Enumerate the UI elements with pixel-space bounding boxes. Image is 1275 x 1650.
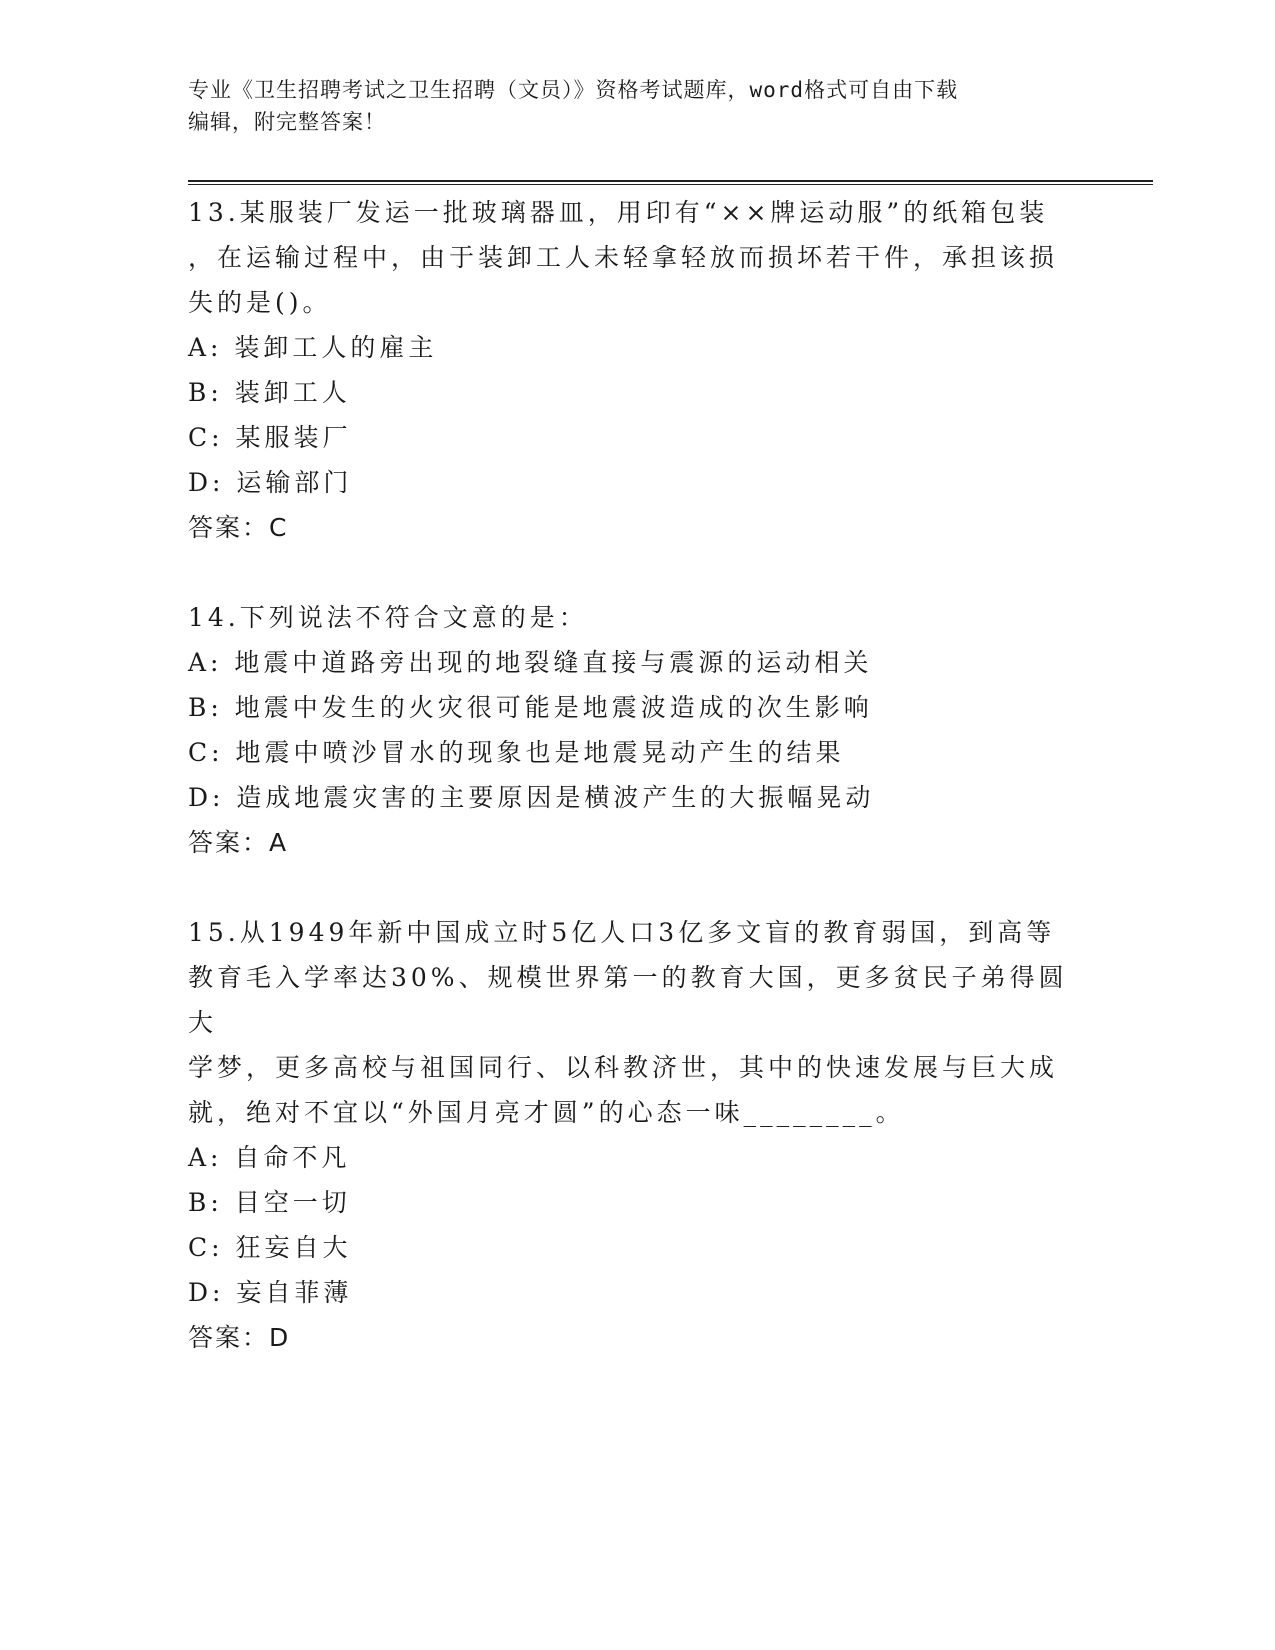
answer-label: 答案：A	[188, 828, 289, 857]
option-a: A: 地震中道路旁出现的地裂缝直接与震源的运动相关	[188, 648, 873, 677]
header-line-1: 专业《卫生招聘考试之卫生招聘（文员）》资格考试题库，word格式可自由下载	[188, 78, 959, 102]
question-spacer	[188, 550, 1088, 595]
question-text	[188, 595, 1088, 640]
question-spacer	[188, 865, 1088, 910]
option-b: B: 目空一切	[188, 1188, 351, 1217]
option-a: A: 自命不凡	[188, 1143, 351, 1172]
question-13	[188, 190, 1088, 550]
header-divider-thick	[188, 180, 1153, 182]
question-line: 学梦，更多高校与祖国同行、以科教济世，其中的快速发展与巨大成	[188, 1053, 1059, 1082]
option-b: B: 地震中发生的火灾很可能是地震波造成的次生影响	[188, 693, 873, 722]
option-c: C: 地震中喷沙冒水的现象也是地震晃动产生的结果	[188, 738, 845, 767]
option-d: D: 运输部门	[188, 468, 353, 497]
question-line: 14.下列说法不符合文意的是：	[188, 603, 588, 632]
answer-label: 答案：C	[188, 513, 289, 542]
option-a: A: 装卸工人的雇主	[188, 333, 438, 362]
answer-label: 答案：D	[188, 1323, 291, 1352]
question-14	[188, 595, 1088, 865]
question-line: 教育毛入学率达30%、规模世界第一的教育大国，更多贫民子弟得圆大	[188, 963, 1068, 1037]
document-header	[188, 74, 1088, 138]
question-text	[188, 910, 1088, 1135]
question-line: ，在运输过程中，由于装卸工人未轻拿轻放而损坏若干件，承担该损	[188, 243, 1059, 272]
option-c: C: 某服装厂	[188, 423, 352, 452]
option-b: B: 装卸工人	[188, 378, 351, 407]
header-divider-thin	[188, 184, 1153, 185]
question-list	[188, 190, 1088, 1360]
option-c: C: 狂妄自大	[188, 1233, 352, 1262]
question-line: 13.某服装厂发运一批玻璃器皿，用印有“××牌运动服”的纸箱包装	[188, 198, 1049, 227]
question-line: 失的是()。	[188, 288, 332, 317]
option-d: D: 造成地震灾害的主要原因是横波产生的大振幅晃动	[188, 783, 875, 812]
header-line-2: 编辑，附完整答案！	[188, 110, 386, 134]
question-text	[188, 190, 1088, 325]
option-d: D: 妄自菲薄	[188, 1278, 353, 1307]
question-line: 就，绝对不宜以“外国月亮才圆”的心态一味________。	[188, 1098, 905, 1127]
question-line: 15.从1949年新中国成立时5亿人口3亿多文盲的教育弱国，到高等	[188, 918, 1056, 947]
question-15	[188, 910, 1088, 1360]
